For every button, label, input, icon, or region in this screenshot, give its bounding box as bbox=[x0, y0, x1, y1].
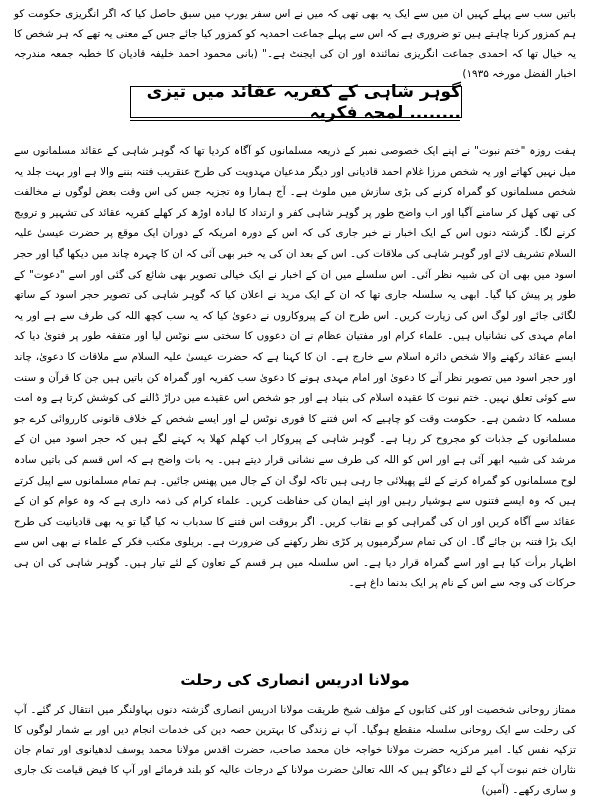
article-title: گوہر شاہی کے کفریہ عقائد میں تیزی ........ لمحہ فکریہ bbox=[146, 82, 461, 123]
obituary-heading: مولانا ادریس انصاری کی رحلت bbox=[180, 671, 410, 689]
intro-paragraph: باتیں سب سے پہلے کہیں ان میں سے ایک یہ بھی تھی کہ میں نے اس سفر یورپ میں سبق حاصل کیا کہ اگر انگریزی حکومت کو ہم کمزور کرنا چاہتے ہیں تو ضروری ہے کہ اس سے پہلے جماعت احمدیہ کو کمزور کیا جائے جس کے معنی یہ تھے کہ ہر شخص کا یہ خیال تھا کہ احمدی جماعت انگریزی نمائندہ اور ان کی ایجنٹ ہے۔" (بانی محمود احمد خلیفہ قادیان کا خطبہ جمعہ مندرجہ اخبار الفضل مورخہ ۱۹۳۵) bbox=[14, 8, 576, 80]
article-title-banner bbox=[130, 82, 462, 123]
obituary-body: ممتاز روحانی شخصیت اور کئی کتابوں کے مؤلف شیخ طریقت مولانا ادریس انصاری گزشتہ دنوں بہاولنگر میں انتقال کر گئے۔ آپ کی رحلت سے ایک روحانی سلسلہ منقطع ہوگیا۔ آپ نے زندگی کا بہترین حصہ دین کی خدمات انجام دیں اور بے شمار لوگوں کا تزکیہ نفس کیا۔ امیر مرکزیہ حضرت مولانا خواجہ خان محمد صاحب، حضرت اقدس مولانا محمد یوسف لدھیانوی اور تمام جان نثاران ختم نبوت آپ کے لئے دعاگو ہیں کہ اللہ تعالیٰ حضرت مولانا کے درجات عالیہ کو بلند فرمائے اور آپ کا فیض قیامت تک جاری و ساری رکھے۔ (آمین) bbox=[14, 704, 576, 796]
banner-underline bbox=[130, 120, 460, 121]
article-body: ہفت روزہ "ختم نبوت" نے اپنے ایک خصوصی نمبر کے ذریعہ مسلمانوں کو آگاہ کردیا تھا کہ گوہر شاہی کے عقائد مسلمانوں سے میل نہیں کھاتے اور یہ شخص مرزا غلام احمد قادیانی اور دیگر مدعیان مہدویت کی طرح عنقریب فتنہ بننے والا ہے اور بہت جلد یہ شخص مسلمانوں کو گمراہ کرنے کی بڑی سازش میں ملوث ہے۔ آج ہمارا وہ تجزیہ جس کی اس وقت بعض لوگوں نے مخالفت کی تھی کھل کر سامنے آگیا اور اب واضح طور پر گوہر شاہی کفر و ارتداد کا لبادہ اوڑھ کر کھلے کفریہ عقائد کی تشہیر و ترویج کرنے لگا۔ گزشتہ دنوں اس کے ایک اخبار نے خبر جاری کی کہ اس کے دورہ امریکہ کے دوران ایک موقع پر حضرت عیسیٰ علیہ السلام تشریف لائے اور گوہر شاہی کی ملاقات کی۔ اس کے بعد ان کی یہ خبر بھی آئی کہ ان کا چہرہ چاند میں دیکھا گیا اور حجر اسود میں بھی ان کی شبیہ نظر آئی۔ اس سلسلے میں ان کے اخبار نے ایک خیالی تصویر بھی شائع کی گئی اور اسے "دعوت" کے طور پر پیش کیا گیا۔ ابھی یہ سلسلہ جاری تھا کہ ان کے ایک مرید نے اعلان کیا کہ گوہر شاہی کی تصویر حجر اسود کے ساتھ لگائی جائے اور لوگ اس کی زیارت کریں۔ اس طرح ان کے پیروکاروں نے دعویٰ کیا کہ یہ سب کچھ اللہ کی طرف سے ہے اور یہ امام مہدی کی نشانیاں ہیں۔ علماء کرام اور مفتیان عظام نے ان دعووں کا سختی سے نوٹس لیا اور متفقہ طور پر فتویٰ دیا کہ ایسے عقائد رکھنے والا شخص دائرہ اسلام سے خارج ہے۔ ان کا کہنا ہے کہ حضرت عیسیٰ علیہ السلام سے ملاقات کا دعویٰ، چاند اور حجر اسود میں تصویر نظر آنے کا دعویٰ اور امام مہدی ہونے کا دعویٰ سب کفریہ اور گمراہ کن باتیں ہیں جن کا قرآن و سنت سے کوئی تعلق نہیں۔ ختم نبوت کا عقیدہ اسلام کی بنیاد ہے اور جو شخص اس عقیدے میں دراڑ ڈالنے کی کوشش کرتا ہے وہ امت مسلمہ کا دشمن ہے۔ حکومت وقت کو چاہیے کہ اس فتنے کا فوری نوٹس لے اور ایسے شخص کے خلاف قانونی کارروائی کرے جو مسلمانوں کے جذبات کو مجروح کر رہا ہے۔ گوہر شاہی کے پیروکار اب کھلم کھلا یہ کہنے لگے ہیں کہ حجر اسود میں ان کے مرشد کی شبیہ ابھر آئی ہے اور اس کو اللہ کی طرف سے نشانی قرار دیتے ہیں۔ یہ بات واضح ہے کہ اس قسم کی باتیں سادہ لوح مسلمانوں کو گمراہ کرنے کے لئے پھیلائی جا رہی ہیں تاکہ لوگ ان کے جال میں پھنس جائیں۔ ہم تمام مسلمانوں سے اپیل کرتے ہیں کہ وہ ایسے فتنوں سے ہوشیار رہیں اور اپنے ایمان کی حفاظت کریں۔ علماء کرام کی ذمہ داری ہے کہ وہ عوام کو ان کے عقائد سے آگاہ کریں اور ان کی گمراہی کو بے نقاب کریں۔ اگر بروقت اس فتنے کا سدباب نہ کیا گیا تو یہ بھی قادیانیت کی طرح ایک بڑا فتنہ بن جائے گا۔ ان کی تمام سرگرمیوں پر کڑی نظر رکھنے کی ضرورت ہے۔ بریلوی مکتب فکر کے علماء نے بھی اس سے اظہار برأت کیا ہے اور اسے گمراہ قرار دیا ہے۔ اس سلسلہ میں ہر قسم کے تعاون کے لئے تیار ہیں۔ گوہر شاہی کی ان ہی حرکات کی وجہ سے اس کے نام پر ایک بدنما داغ ہے۔ bbox=[14, 145, 576, 590]
